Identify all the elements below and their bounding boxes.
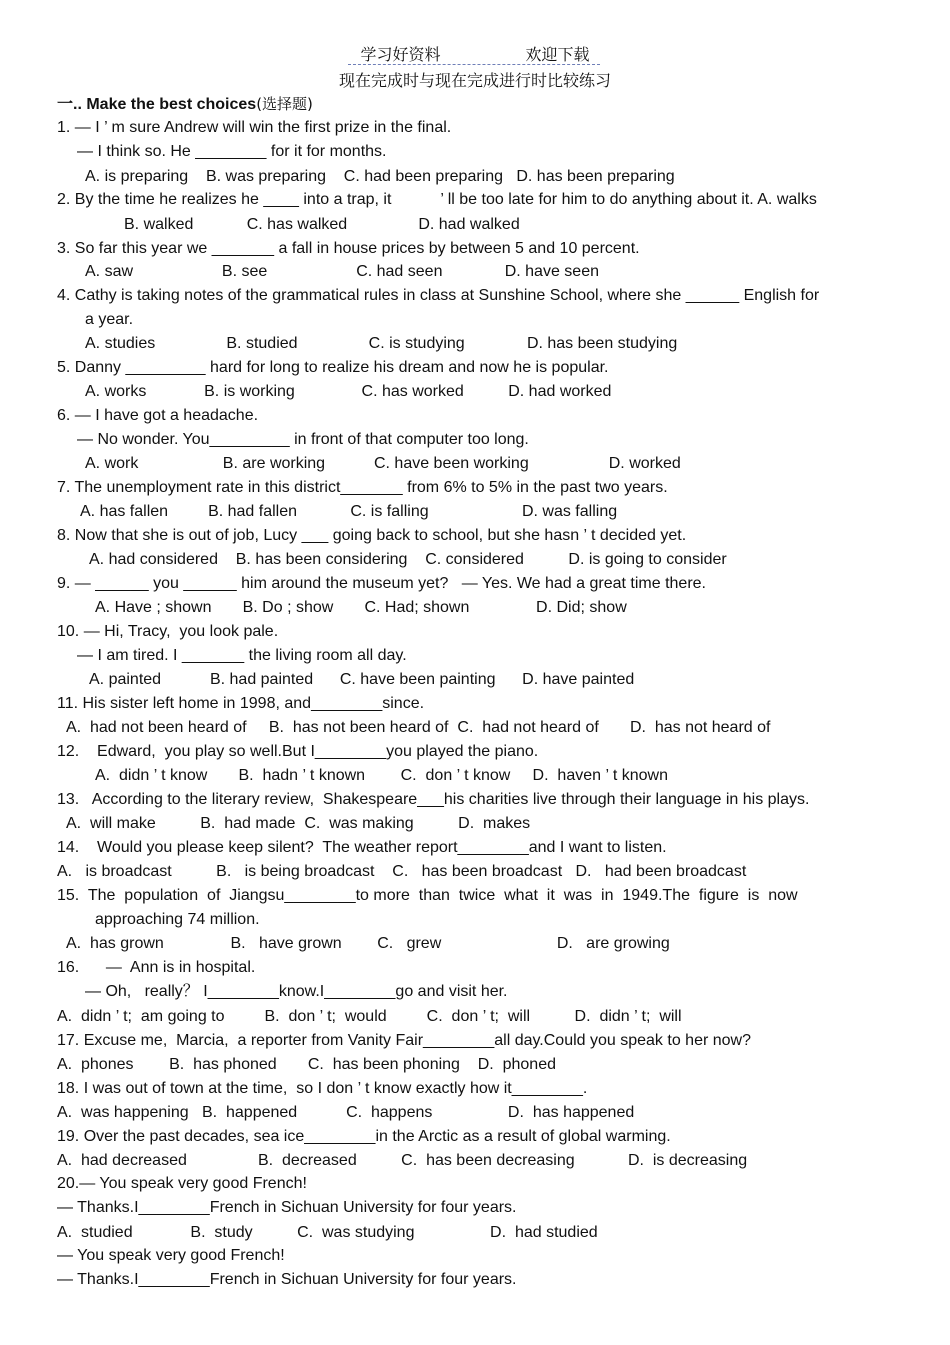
text-line: A. didn ’ t; am going to B. don ’ t; would C. don ’ t; will D. didn ’ t; will bbox=[57, 1008, 682, 1025]
section-label-cn: (选择题) bbox=[256, 95, 313, 113]
text-line: A. had considered B. has been considering C. considered D. is going to consider bbox=[89, 551, 727, 568]
text-line: 7. The unemployment rate in this district_______ from 6% to 5% in the past two years. bbox=[57, 479, 668, 496]
text-line: — Thanks.I________French in Sichuan University for four years. bbox=[57, 1271, 517, 1288]
text-line: A. has fallen B. had fallen C. is falling D. was falling bbox=[80, 503, 618, 520]
text-line: — I think so. He ________ for it for months. bbox=[77, 143, 387, 160]
text-line: 6. — I have got a headache. bbox=[57, 407, 259, 424]
text-line: A. saw B. see C. had seen D. have seen bbox=[85, 263, 599, 280]
text-line: 17. Excuse me, Marcia, a reporter from Vanity Fair________all day.Could you speak to her now? bbox=[57, 1032, 751, 1049]
text-line: A. had decreased B. decreased C. has been decreasing D. is decreasing bbox=[57, 1152, 748, 1169]
header-divider bbox=[348, 64, 600, 65]
text-line: 12. Edward, you play so well.But I________you played the piano. bbox=[57, 743, 539, 760]
section-label: 一.. Make the best choices bbox=[57, 96, 257, 113]
text-line: A. is preparing B. was preparing C. had been preparing D. has been preparing bbox=[85, 168, 675, 185]
text-line: A. phones B. has phoned C. has been phoning D. phoned bbox=[57, 1056, 556, 1073]
text-line: — I am tired. I _______ the living room all day. bbox=[77, 647, 407, 664]
text-line: 15. The population of Jiangsu________to more than twice what it was in 1949.The figure is now bbox=[57, 887, 798, 904]
text-line: 20.— You speak very good French! bbox=[57, 1175, 307, 1192]
text-line: approaching 74 million. bbox=[95, 911, 260, 928]
text-line: A. didn ’ t know B. hadn ’ t known C. don ’ t know D. haven ’ t known bbox=[95, 767, 669, 784]
text-line: 2. By the time he realizes he ____ into a trap, it ’ ll be too late for him to do anything about it. A. walks bbox=[57, 191, 817, 208]
text-line: A. will make B. had made C. was making D. makes bbox=[66, 815, 531, 832]
text-line: — No wonder. You_________ in front of that computer too long. bbox=[77, 431, 529, 448]
text-line: A. is broadcast B. is being broadcast C. has been broadcast D. had been broadcast bbox=[57, 863, 747, 880]
text-line: A. has grown B. have grown C. grew D. are growing bbox=[66, 935, 670, 952]
text-line: — Thanks.I________French in Sichuan University for four years. bbox=[57, 1199, 517, 1216]
text-line: A. had not been heard of B. has not been heard of C. had not heard of D. has not heard of bbox=[66, 719, 771, 736]
header-brand bbox=[0, 42, 950, 65]
text-line: B. walked C. has walked D. had walked bbox=[124, 216, 520, 233]
text-line: — You speak very good French! bbox=[57, 1247, 285, 1264]
text-line: A. painted B. had painted C. have been painting D. have painted bbox=[89, 671, 635, 688]
brand-left: 学习好资料 bbox=[360, 45, 441, 64]
document-title: 现在完成时与现在完成进行时比较练习 bbox=[338, 71, 611, 90]
text-line: 10. — Hi, Tracy, you look pale. bbox=[57, 623, 279, 640]
text-line: 13. According to the literary review, Shakespeare___his charities live through their language in his plays. bbox=[57, 791, 810, 808]
text-line: 5. Danny _________ hard for long to realize his dream and now he is popular. bbox=[57, 359, 609, 376]
text-line: a year. bbox=[85, 311, 134, 328]
brand-right: 欢迎下载 bbox=[525, 45, 590, 64]
text-line: 3. So far this year we _______ a fall in house prices by between 5 and 10 percent. bbox=[57, 240, 640, 257]
text-line: 11. His sister left home in 1998, and________since. bbox=[57, 695, 425, 712]
text-line: 19. Over the past decades, sea ice________in the Arctic as a result of global warming. bbox=[57, 1128, 671, 1145]
text-line: A. Have ; shown B. Do ; show C. Had; shown D. Did; show bbox=[95, 599, 627, 616]
text-line: A. studies B. studied C. is studying D. has been studying bbox=[85, 335, 678, 352]
text-line: A. was happening B. happened C. happens D. has happened bbox=[57, 1104, 635, 1121]
text-line: A. work B. are working C. have been working D. worked bbox=[85, 455, 681, 472]
text-line: 14. Would you please keep silent? The weather report________and I want to listen. bbox=[57, 839, 667, 856]
text-line: A. works B. is working C. has worked D. had worked bbox=[85, 383, 612, 400]
section-heading bbox=[57, 94, 313, 115]
text-line: 16. — Ann is in hospital. bbox=[57, 959, 256, 976]
text-line: — Oh, really？ I________know.I________go and visit her. bbox=[85, 983, 508, 1000]
text-line: 4. Cathy is taking notes of the grammatical rules in class at Sunshine School, where she ______ English for bbox=[57, 287, 820, 304]
text-line: A. studied B. study C. was studying D. had studied bbox=[57, 1224, 598, 1241]
text-line: 1. — I ’ m sure Andrew will win the first prize in the final. bbox=[57, 119, 452, 136]
text-line: 18. I was out of town at the time, so I don ’ t know exactly how it________. bbox=[57, 1080, 588, 1097]
text-line: 8. Now that she is out of job, Lucy ___ going back to school, but she hasn ’ t decided yet. bbox=[57, 527, 687, 544]
text-line: 9. — ______ you ______ him around the museum yet? — Yes. We had a great time there. bbox=[57, 575, 706, 592]
